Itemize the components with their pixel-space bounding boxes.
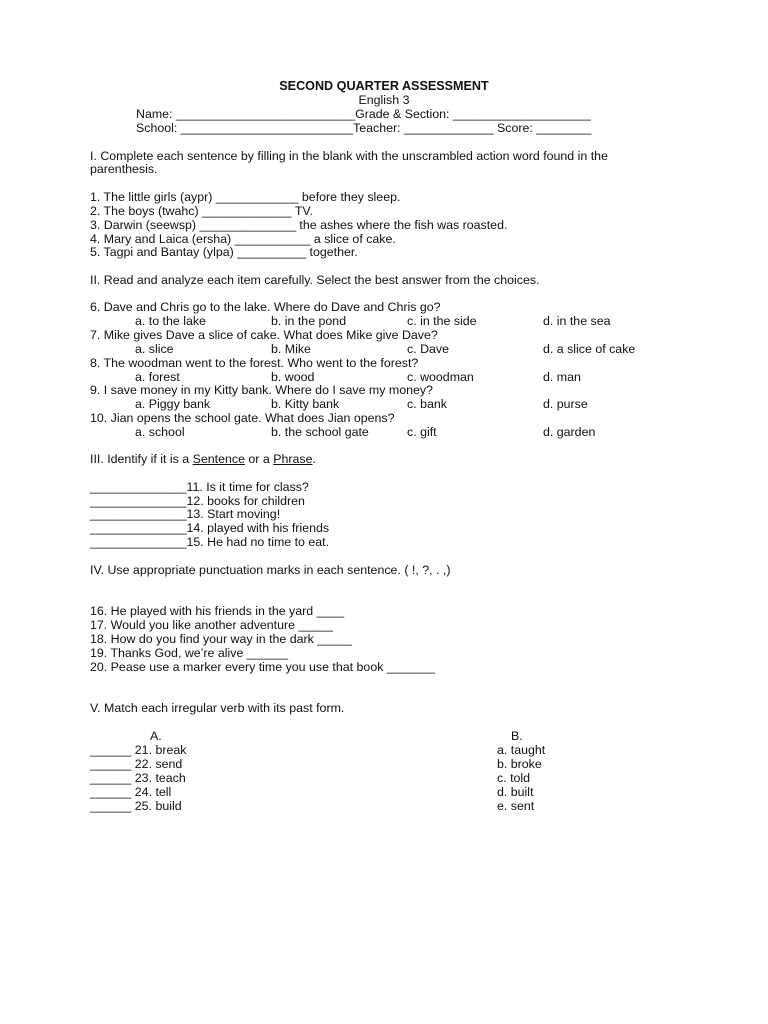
match-choice-b: b. broke: [497, 757, 542, 771]
part3-instruction: [90, 452, 316, 466]
question-8: 8. The woodman went to the forest. Who went to the forest?: [90, 356, 419, 370]
part2-instruction: II. Read and analyze each item carefully. Select the best answer from the choices.: [90, 273, 540, 287]
question-9: 9. I save money in my Kitty bank. Where do I save my money?: [90, 383, 433, 397]
part1-item-2: 2. The boys (twahc) _____________ TV.: [90, 204, 313, 218]
q6-choice-c: c. in the side: [407, 314, 477, 328]
part3-item-13: ______________13. Start moving!: [90, 507, 281, 521]
match-item-21: ______ 21. break: [90, 743, 187, 757]
q8-choice-c: c. woodman: [407, 370, 474, 384]
part3-instruction-suffix: .: [312, 452, 316, 466]
part3-instruction-mid: or a: [244, 452, 274, 466]
part3-item-15: ______________15. He had no time to eat.: [90, 535, 330, 549]
q10-choice-a: a. school: [135, 425, 185, 439]
school-teacher-score-line: School: _________________________Teacher: _____________ Score: ________: [136, 121, 592, 135]
match-choice-a: a. taught: [497, 743, 546, 757]
q9-choice-c: c. bank: [407, 397, 447, 411]
q7-choice-d: d. a slice of cake: [543, 342, 636, 356]
part3-word-sentence: Sentence: [192, 452, 245, 466]
question-6: 6. Dave and Chris go to the lake. Where do Dave and Chris go?: [90, 300, 441, 314]
match-item-25: ______ 25. build: [90, 799, 182, 813]
part4-item-20: 20. Pease use a marker every time you use that book _______: [90, 660, 436, 674]
part5-instruction: V. Match each irregular verb with its past form.: [90, 701, 345, 715]
column-a-header: A.: [150, 729, 162, 743]
subject-label: English 3: [358, 93, 410, 107]
part3-item-14: ______________14. played with his friends: [90, 521, 330, 535]
part4-instruction: IV. Use appropriate punctuation marks in each sentence. ( !, ?, . ,): [90, 563, 451, 577]
part3-word-phrase: Phrase: [273, 452, 313, 466]
q7-choice-b: b. Mike: [271, 342, 311, 356]
question-7: 7. Mike gives Dave a slice of cake. What does Mike give Dave?: [90, 328, 438, 342]
part4-item-18: 18. How do you find your way in the dark _____: [90, 632, 352, 646]
part4-item-19: 19. Thanks God, we’re alive ______: [90, 646, 289, 660]
part1-instruction: I. Complete each sentence by filling in the blank with the unscrambled action word found in the: [90, 149, 608, 163]
part1-item-5: 5. Tagpi and Bantay (ylpa) __________ together.: [90, 245, 358, 259]
column-b-header: B.: [511, 729, 523, 743]
q8-choice-b: b. wood: [271, 370, 315, 384]
q7-choice-a: a. slice: [135, 342, 174, 356]
q6-choice-d: d. in the sea: [543, 314, 611, 328]
part3-item-12: ______________12. books for children: [90, 494, 305, 508]
q8-choice-d: d. man: [543, 370, 581, 384]
q9-choice-b: b. Kitty bank: [271, 397, 340, 411]
part3-instruction-prefix: III. Identify if it is a: [90, 452, 193, 466]
part1-item-4: 4. Mary and Laica (ersha) ___________ a slice of cake.: [90, 232, 396, 246]
match-choice-e: e. sent: [497, 799, 535, 813]
part1-item-3: 3. Darwin (seewsp) ______________ the ashes where the fish was roasted.: [90, 218, 508, 232]
name-grade-line: Name: __________________________Grade & Section: ____________________: [136, 107, 591, 121]
q8-choice-a: a. forest: [135, 370, 180, 384]
q10-choice-b: b. the school gate: [271, 425, 369, 439]
match-item-24: ______ 24. tell: [90, 785, 172, 799]
q9-choice-a: a. Piggy bank: [135, 397, 211, 411]
page-title: SECOND QUARTER ASSESSMENT: [279, 79, 489, 93]
q6-choice-b: b. in the pond: [271, 314, 347, 328]
q7-choice-c: c. Dave: [407, 342, 450, 356]
q10-choice-c: c. gift: [407, 425, 437, 439]
q10-choice-d: d. garden: [543, 425, 596, 439]
part4-item-17: 17. Would you like another adventure _____: [90, 618, 333, 632]
q9-choice-d: d. purse: [543, 397, 588, 411]
question-10: 10. Jian opens the school gate. What does Jian opens?: [90, 411, 395, 425]
part1-instruction-cont: parenthesis.: [90, 162, 158, 176]
match-item-22: ______ 22. send: [90, 757, 183, 771]
part3-item-11: ______________11. Is it time for class?: [90, 480, 309, 494]
match-choice-d: d. built: [497, 785, 534, 799]
match-item-23: ______ 23. teach: [90, 771, 186, 785]
part1-item-1: 1. The little girls (aypr) ____________ before they sleep.: [90, 190, 401, 204]
part4-item-16: 16. He played with his friends in the yard ____: [90, 604, 345, 618]
match-choice-c: c. told: [497, 771, 531, 785]
q6-choice-a: a. to the lake: [135, 314, 206, 328]
